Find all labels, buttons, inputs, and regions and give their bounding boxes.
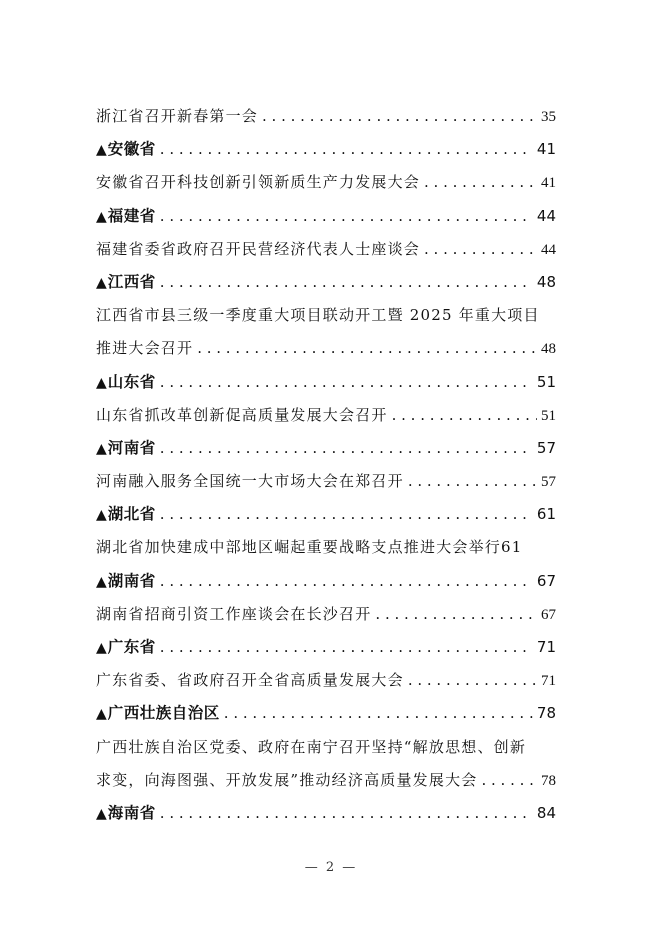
- dot-leader: [481, 764, 537, 797]
- dot-leader: [160, 366, 533, 399]
- toc-page-number: 51: [541, 407, 556, 424]
- toc-province-heading[interactable]: [96, 366, 556, 399]
- toc-entry-title: 湖南省招商引资工作座谈会在长沙召开: [96, 604, 372, 623]
- toc-entry-title: 海南省: [107, 803, 156, 822]
- toc-entry-title: 广西壮族自治区: [107, 704, 220, 723]
- dot-leader: [160, 432, 533, 465]
- toc-entry-title: 广东省委、省政府召开全省高质量发展大会: [96, 671, 404, 690]
- triangle-marker-icon: ▲: [96, 507, 107, 524]
- toc-page-number: 61: [536, 505, 556, 524]
- toc-province-heading[interactable]: [96, 797, 556, 830]
- toc-entry-title: 江西省市县三级一季度重大项目联动开工暨 2025 年重大项目: [96, 306, 540, 325]
- toc-page-number: 44: [541, 241, 556, 258]
- dot-leader: [375, 598, 537, 631]
- toc-page-number: 57: [541, 474, 556, 491]
- toc-entry[interactable]: [96, 465, 556, 498]
- dot-leader: [160, 797, 533, 830]
- toc-entry-title: 河南省: [107, 438, 156, 457]
- dot-leader: [424, 233, 537, 266]
- toc-entry-title: 广东省: [107, 638, 156, 656]
- dot-leader: [262, 100, 537, 133]
- toc-entry[interactable]: [96, 764, 556, 797]
- dot-leader: [197, 332, 537, 365]
- toc-entry[interactable]: [96, 332, 556, 365]
- toc-entry-title: 广西壮族自治区党委、政府在南宁召开坚持“解放思想、创新: [96, 737, 527, 756]
- triangle-marker-icon: ▲: [96, 274, 107, 291]
- dot-leader: [408, 465, 537, 498]
- dot-leader: [160, 631, 533, 664]
- toc-entry[interactable]: [96, 233, 556, 266]
- toc-entry-title: 湖南省: [107, 571, 156, 590]
- toc-page-number: 84: [536, 803, 556, 822]
- toc-entry-title: 山东省抓改革创新促高质量发展大会召开: [96, 405, 388, 424]
- toc-province-heading[interactable]: [96, 266, 556, 299]
- toc-province-heading[interactable]: [96, 565, 556, 598]
- triangle-marker-icon: ▲: [96, 440, 107, 457]
- toc-entry[interactable]: [96, 299, 556, 332]
- dot-leader: [224, 697, 533, 730]
- toc-page-number: 44: [536, 206, 556, 225]
- toc-entry[interactable]: [96, 166, 556, 199]
- toc-page-number: 57: [536, 438, 556, 457]
- triangle-marker-icon: ▲: [96, 374, 107, 391]
- triangle-marker-icon: ▲: [96, 208, 107, 225]
- toc-entry[interactable]: [96, 100, 556, 133]
- triangle-marker-icon: ▲: [96, 573, 107, 590]
- toc-entry-title: 安徽省: [107, 140, 156, 159]
- dot-leader: [160, 200, 533, 233]
- page-number-footer: — 2 —: [304, 860, 358, 875]
- toc-page-number: 48: [536, 272, 556, 291]
- triangle-marker-icon: ▲: [96, 706, 107, 723]
- triangle-marker-icon: ▲: [96, 640, 107, 656]
- toc-province-heading[interactable]: [96, 697, 556, 730]
- toc-page-number: 78: [541, 772, 556, 789]
- toc-page-number: 35: [541, 109, 556, 125]
- toc-entry-title: 福建省: [107, 206, 156, 225]
- toc-province-heading[interactable]: [96, 631, 556, 664]
- toc-entry-title: 湖北省: [107, 505, 156, 524]
- toc-page-number: 67: [541, 606, 556, 623]
- toc-page-number: 51: [536, 372, 556, 391]
- toc-entry-title: 求变，向海图强、开放发展”推动经济高质量发展大会: [96, 770, 478, 789]
- toc-entry-title: 浙江省召开新春第一会: [96, 107, 259, 125]
- toc-page-number: 48: [541, 341, 556, 358]
- triangle-marker-icon: ▲: [96, 142, 107, 159]
- toc-province-heading[interactable]: [96, 498, 556, 531]
- toc-entry-title: 推进大会召开: [96, 339, 194, 358]
- toc-page-number: 41: [541, 175, 556, 192]
- toc-entry-title: 河南融入服务全国统一大市场大会在郑召开: [96, 472, 404, 491]
- toc-entry-title: 福建省委省政府召开民营经济代表人士座谈会: [96, 239, 421, 258]
- dot-leader: [392, 399, 537, 432]
- toc-entry-title: 安徽省召开科技创新引领新质生产力发展大会: [96, 173, 421, 192]
- dot-leader: [160, 266, 533, 299]
- toc-entry[interactable]: [96, 664, 556, 697]
- toc-entry[interactable]: [96, 598, 556, 631]
- toc-entry[interactable]: [96, 531, 556, 564]
- toc-entry[interactable]: [96, 399, 556, 432]
- toc-page-number: 67: [536, 571, 556, 590]
- dot-leader: [424, 166, 537, 199]
- dot-leader: [160, 133, 533, 166]
- dot-leader: [408, 664, 537, 697]
- toc-province-heading[interactable]: [96, 133, 556, 166]
- triangle-marker-icon: ▲: [96, 805, 107, 822]
- toc-entry-title: 江西省: [107, 272, 156, 291]
- toc-page-number: 78: [536, 704, 556, 723]
- dot-leader: [160, 565, 533, 598]
- toc-province-heading[interactable]: [96, 432, 556, 465]
- toc-province-heading[interactable]: [96, 200, 556, 233]
- toc-entry-title: 湖北省加快建成中部地区崛起重要战略支点推进大会举行61: [96, 538, 523, 557]
- toc-entry-title: 山东省: [107, 372, 156, 391]
- dot-leader: [160, 498, 533, 531]
- toc-entry[interactable]: [96, 731, 556, 764]
- table-of-contents: [96, 100, 556, 830]
- toc-page-number: 71: [536, 638, 556, 656]
- toc-page-number: 41: [536, 140, 556, 159]
- toc-page-number: 71: [541, 673, 556, 690]
